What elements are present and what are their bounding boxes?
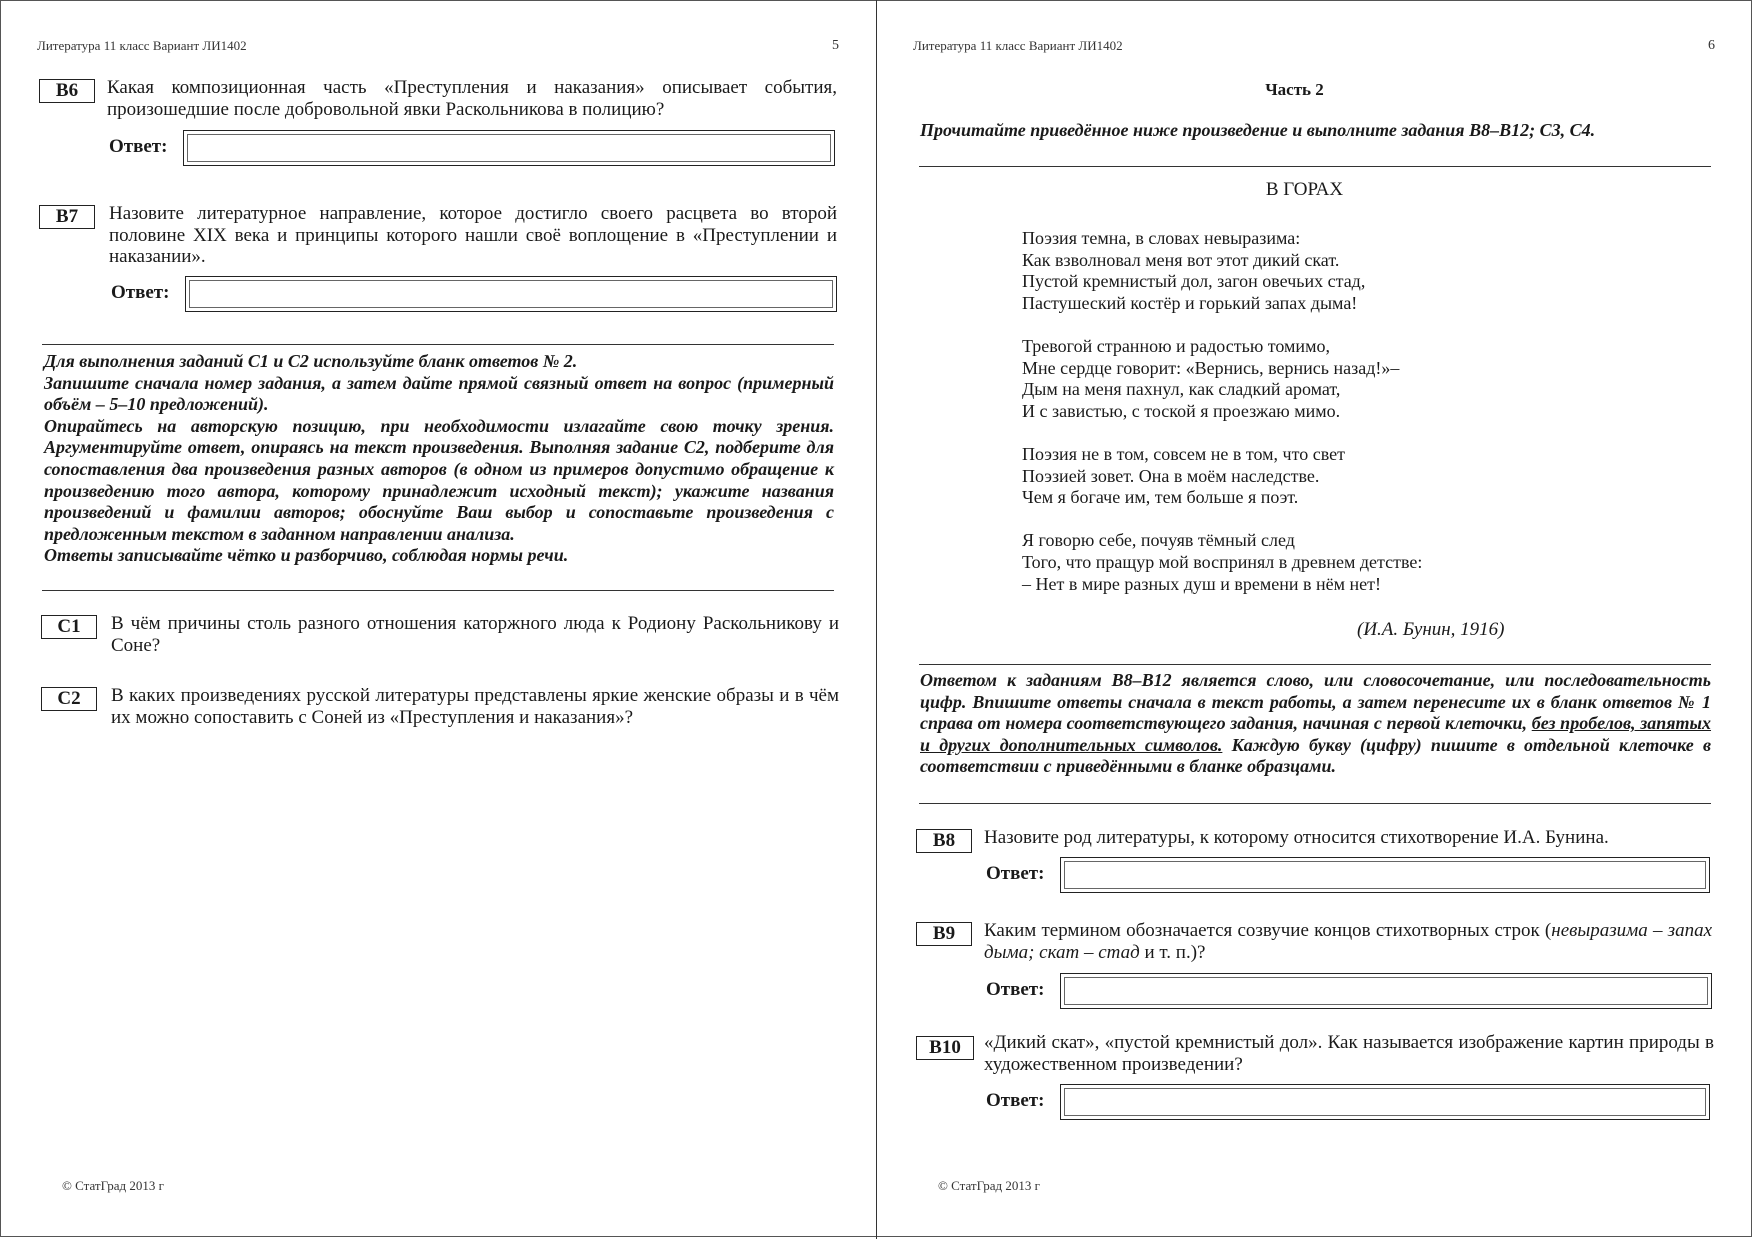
page-header: Литература 11 класс Вариант ЛИ1402 bbox=[913, 38, 1123, 53]
instruction-line: Ответы записывайте чётко и разборчиво, соблюдая нормы речи. bbox=[44, 545, 569, 566]
page-footer: © СтатГрад 2013 г bbox=[62, 1178, 164, 1193]
answer-field-b7[interactable] bbox=[185, 276, 837, 312]
task-b10 bbox=[916, 1032, 1716, 1146]
poem-attribution: (И.А. Бунин, 1916) bbox=[1357, 619, 1505, 640]
answer-label: Ответ: bbox=[986, 863, 1045, 884]
poem-line: Поэзия не в том, совсем не в том, что свет bbox=[1022, 443, 1345, 464]
answer-row bbox=[986, 973, 1716, 1009]
answer-label: Ответ: bbox=[111, 282, 170, 303]
task-question: В чём причины столь разного отношения каторжного люда к Родиону Раскольникову и Соне? bbox=[111, 613, 839, 656]
poem-line: И с завистью, с тоской я проезжаю мимо. bbox=[1022, 400, 1341, 421]
poem-line: Я говорю себе, почуяв тёмный след bbox=[1022, 530, 1295, 551]
read-instruction: Прочитайте приведённое ниже произведение и выполните задания В8–В12; С3, С4. bbox=[920, 120, 1596, 140]
poem-title: В ГОРАХ bbox=[1265, 179, 1344, 200]
instruction-underlined: без пробелов, запятых и других дополнительных символов. bbox=[920, 713, 1712, 755]
poem-line: – Нет в мире разных душ и времени в нём нет! bbox=[1022, 573, 1381, 594]
task-tag: B6 bbox=[39, 79, 95, 103]
right-page bbox=[877, 0, 1754, 1239]
poem-line: Мне сердце говорит: «Вернись, вернись назад!»– bbox=[1022, 357, 1400, 378]
answer-field-b10[interactable] bbox=[1060, 1084, 1710, 1120]
answer-label: Ответ: bbox=[986, 979, 1045, 1000]
rule-bottom bbox=[42, 590, 834, 591]
task-tag: B10 bbox=[916, 1036, 974, 1060]
answer-row bbox=[109, 130, 839, 166]
answer-label: Ответ: bbox=[986, 1090, 1045, 1111]
task-tag: B9 bbox=[916, 922, 972, 946]
task-question: Какая композиционная часть «Преступления и наказания» описывает события, произошедшие после добровольной явки Раскольникова в полицию? bbox=[107, 77, 837, 120]
answer-row bbox=[111, 276, 841, 312]
poem-line: Того, что пращур мой воспринял в древнем детстве: bbox=[1022, 551, 1423, 572]
task-question: «Дикий скат», «пустой кремнистый дол». Как называется изображение картин природы в художественном произведении? bbox=[984, 1032, 1714, 1075]
page-header: Литература 11 класс Вариант ЛИ1402 bbox=[37, 38, 247, 53]
poem bbox=[1022, 228, 1422, 595]
task-b9 bbox=[916, 922, 1716, 1032]
task-b6 bbox=[39, 79, 839, 169]
rule-top bbox=[42, 344, 834, 345]
poem-line: Как взволновал меня вот этот дикий скат. bbox=[1022, 249, 1340, 270]
instruction-text: Каждую букву (цифру) пишите в отдельной клеточке в соответствии с приведёнными в бланке образцами. bbox=[920, 734, 1711, 777]
instruction-line: Опирайтесь на авторскую позицию, при необходимости излагайте свою точку зрения. Аргументируйте ответ, опираясь на текст произведения. Выполняя задание С2, подберите для сопоставления два произведения разных авторов (в одном из примеров допустимо обращение к произведению того автора, которому принадлежит исходный текст); укажите названия произведений и фамилии авторов; обоснуйте Ваш выбор и сопоставьте произведения с предложенным текстом в заданном направлении анализа. bbox=[44, 415, 834, 544]
part-title: Часть 2 bbox=[1265, 80, 1324, 99]
task-tag: C2 bbox=[41, 687, 97, 711]
left-page bbox=[0, 0, 876, 1239]
task-b7 bbox=[39, 205, 839, 315]
task-question: В каких произведениях русской литературы представлены яркие женские образы и в чём их можно сопоставить с Соней из «Преступления и наказания»? bbox=[111, 685, 839, 728]
answer-row bbox=[986, 857, 1716, 893]
task-tag: B8 bbox=[916, 829, 972, 853]
poem-line: Чем я богаче им, тем больше я поэт. bbox=[1022, 487, 1299, 508]
task-b8 bbox=[916, 829, 1716, 919]
answer-field-b6[interactable] bbox=[183, 130, 835, 166]
instructions-block bbox=[44, 351, 834, 567]
rule bbox=[919, 803, 1711, 804]
instruction-text: Ответом к заданиям В8–В12 является слово, или словосочетание, или последовательность цифр. Впишите ответы сначала в текст работы, а затем перенесите их в бланк ответов № 1 справа от номера соответствующего задания, начиная с первой клеточки, bbox=[920, 670, 1711, 734]
task-question: Назовите род литературы, к которому относится стихотворение И.А. Бунина. bbox=[984, 827, 1609, 848]
answer-label: Ответ: bbox=[109, 136, 168, 157]
answer-field-b8[interactable] bbox=[1060, 857, 1710, 893]
answer-row bbox=[986, 1084, 1716, 1120]
task-tag: C1 bbox=[41, 615, 97, 639]
task-question: Каким термином обозначается созвучие концов стихотворных строк (невыразима – запах дыма; скат – стад и т. п.)? bbox=[984, 920, 1713, 963]
rule bbox=[919, 664, 1711, 665]
page-number: 6 bbox=[1708, 38, 1715, 53]
poem-line: Пустой кремнистый дол, загон овечьих стад, bbox=[1022, 271, 1366, 292]
answer-field-b9[interactable] bbox=[1060, 973, 1712, 1009]
poem-line: Поэзия темна, в словах невыразима: bbox=[1022, 228, 1301, 248]
rule bbox=[919, 166, 1711, 167]
instruction-line: Запишите сначала номер задания, а затем дайте прямой связный ответ на вопрос (примерный объём – 5–10 предложений). bbox=[44, 372, 834, 415]
poem-line: Поэзией зовет. Она в моём наследстве. bbox=[1022, 465, 1320, 486]
task-c2 bbox=[41, 687, 841, 757]
page-footer: © СтатГрад 2013 г bbox=[938, 1178, 1040, 1193]
page-number: 5 bbox=[832, 38, 839, 53]
instruction-line: Для выполнения заданий С1 и С2 используйте бланк ответов № 2. bbox=[44, 351, 578, 371]
task-question: Назовите литературное направление, которое достигло своего расцвета во второй половине XIX века и принципы которого нашли своё воплощение в «Преступлении и наказании». bbox=[109, 203, 837, 267]
task-c1 bbox=[41, 615, 841, 665]
poem-line: Тревогой странною и радостью томимо, bbox=[1022, 335, 1330, 356]
answer-instruction bbox=[920, 670, 1711, 778]
poem-line: Пастушеский костёр и горький запах дыма! bbox=[1022, 292, 1358, 313]
poem-line: Дым на меня пахнул, как сладкий аромат, bbox=[1022, 379, 1341, 400]
task-tag: B7 bbox=[39, 205, 95, 229]
